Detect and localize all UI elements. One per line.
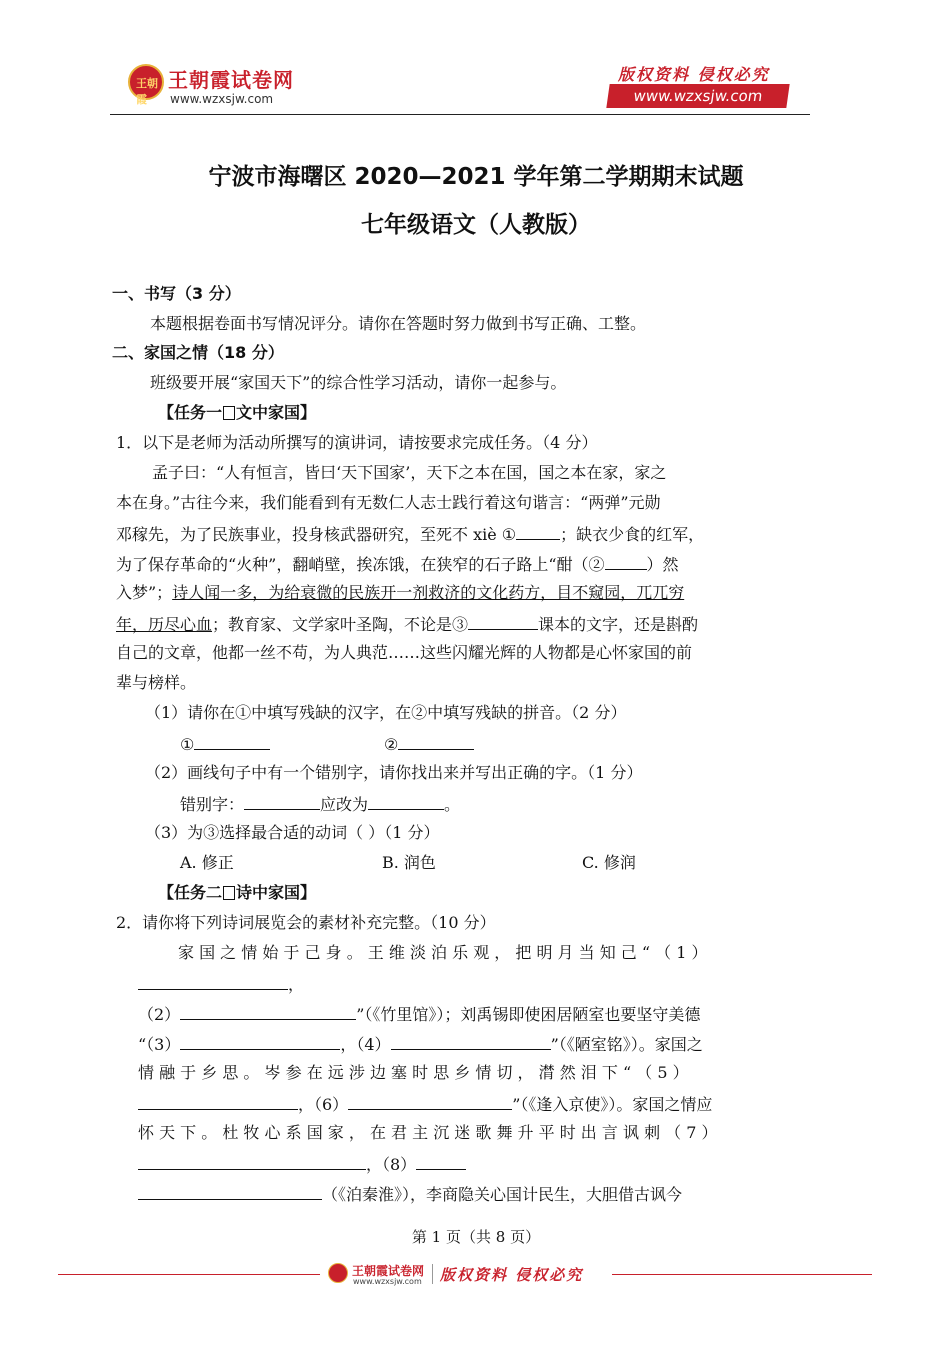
passage-line-1: 孟子曰：“人有恒言，皆曰‘天下国家’，天下之本在国，国之本在家，家之 bbox=[152, 463, 667, 482]
task1-heading: 【任务一 文中家国】 bbox=[158, 403, 317, 422]
poem-blank-8a[interactable] bbox=[416, 1153, 466, 1170]
poem-line-9: （《泊秦淮》），李商隐关心国计民生，大胆借古讽今 bbox=[138, 1183, 682, 1205]
answer-blank-3[interactable] bbox=[468, 613, 538, 630]
poem-line-5: 情 融 于 乡 思 。 岑 参 在 远 涉 边 塞 时 思 乡 情 切 ， 潸 然 泪 下 “ （ 5 ） bbox=[138, 1063, 689, 1082]
poem-blank-6[interactable] bbox=[348, 1093, 512, 1110]
sub-question-2: （2）画线句子中有一个错别字，请你找出来并写出正确的字。（1 分） bbox=[145, 763, 643, 782]
poem-line-1: 家 国 之 情 始 于 己 身 。 王 维 淡 泊 乐 观 ， 把 明 月 当 知 己 “ （ 1 ） bbox=[178, 943, 708, 962]
footer-rule-left bbox=[58, 1274, 320, 1275]
sec1-body: 本题根据卷面书写情况评分。请你在答题时努力做到书写正确、工整。 bbox=[150, 314, 647, 333]
answer-blank-2[interactable] bbox=[605, 553, 647, 570]
sub-question-3: （3）为③选择最合适的动词（ ）（1 分） bbox=[145, 823, 440, 842]
answer-blank-1[interactable] bbox=[516, 523, 560, 540]
option-a[interactable]: A. 修正 bbox=[180, 853, 234, 872]
sub-question-1: （1）请你在①中填写残缺的汉字，在②中填写残缺的拼音。（2 分） bbox=[145, 703, 627, 722]
poem-line-8: ，（8） bbox=[138, 1153, 466, 1175]
poem-blank-1[interactable] bbox=[138, 973, 288, 990]
poem-line-2: ， bbox=[138, 973, 304, 995]
header-divider bbox=[110, 114, 810, 115]
passage-line-4: 为了保存革命的“火种”，翻峭壁，挨冻饿，在狭窄的石子路上“酣（② ）然 bbox=[116, 555, 679, 574]
correction-blank[interactable] bbox=[368, 793, 444, 810]
sec2-intro: 班级要开展“家国天下”的综合性学习活动，请你一起参与。 bbox=[150, 373, 567, 392]
passage-line-8: 辈与榜样。 bbox=[116, 673, 197, 692]
poem-blank-2[interactable] bbox=[180, 1003, 356, 1020]
passage-line-2: 本在身。”古往今来，我们能看到有无数仁人志士践行着这句谐言：“两弹”元勋 bbox=[116, 493, 661, 512]
sub-answer-2: ② bbox=[384, 733, 474, 755]
poem-blank-4[interactable] bbox=[391, 1033, 551, 1050]
question-2: 2．请你将下列诗词展览会的素材补充完整。（10 分） bbox=[116, 913, 496, 932]
question-1: 1．以下是老师为活动所撰写的演讲词，请按要求完成任务。（4 分） bbox=[116, 433, 598, 452]
sec2-heading: 二、家国之情（18 分） bbox=[112, 343, 284, 362]
poem-line-7: 怀 天 下 。 杜 牧 心 系 国 家 ， 在 君 主 沉 迷 歌 舞 升 平 时 出 言 讽 刺 （ 7 ） bbox=[138, 1123, 718, 1142]
option-c[interactable]: C. 修润 bbox=[582, 853, 636, 872]
poem-blank-3[interactable] bbox=[180, 1033, 340, 1050]
sub-answer-1: ① bbox=[180, 733, 270, 755]
passage-line-6: 年，历尽心血；教育家、文学家叶圣陶，不论是③ 课本的文字，还是斟酌 bbox=[116, 615, 699, 634]
header-slogan: 版权资料 侵权必究 bbox=[618, 65, 770, 84]
footer-separator bbox=[432, 1264, 433, 1284]
passage-line-5: 入梦”；诗人闻一多，为给衰微的民族开一剂救济的文化药方，目不窥园，兀兀穷 bbox=[116, 583, 685, 602]
poem-blank-8b[interactable] bbox=[138, 1183, 322, 1200]
underlined-sentence: 诗人闻一多，为给衰微的民族开一剂救济的文化药方，目不窥园，兀兀穷 bbox=[172, 583, 685, 602]
logo-badge-icon bbox=[128, 64, 164, 106]
answer-line-1[interactable] bbox=[194, 733, 270, 750]
poem-line-3: （2） ”（《竹里馆》）；刘禹锡即使困居陋室也要坚守美德 bbox=[138, 1005, 701, 1024]
footer-url: www.wzxsjw.com bbox=[353, 1277, 422, 1286]
option-b[interactable]: B. 润色 bbox=[382, 853, 436, 872]
passage-line-3: 邓稼先，为了民族事业，投身核武器研究，至死不 xiè ① ；缺衣少食的红军， bbox=[116, 525, 705, 544]
passage-line-7: 自己的文章，他都一丝不苟，为人典范……这些闪耀光辉的人物都是心怀家国的前 bbox=[116, 643, 693, 662]
page-title: 宁波市海曙区 2020—2021 学年第二学期期末试题 bbox=[208, 164, 744, 190]
sub-answer-typo: 错别字： 应改为 。 bbox=[180, 795, 461, 814]
footer-logo-icon bbox=[328, 1263, 348, 1283]
logo-badge-text: 王朝霞 bbox=[136, 77, 158, 106]
poem-blank-7[interactable] bbox=[138, 1153, 366, 1170]
brand-url: www.wzxsjw.com bbox=[170, 92, 274, 106]
task2-heading: 【任务二 诗中家国】 bbox=[158, 883, 317, 902]
brand-name: 王朝霞试卷网 bbox=[168, 68, 294, 92]
footer-slogan: 版权资料 侵权必究 bbox=[440, 1266, 584, 1284]
typo-blank[interactable] bbox=[244, 793, 320, 810]
sec1-heading: 一、书写（3 分） bbox=[112, 284, 241, 303]
poem-line-6: ，（6） ”（《逢入京使》）。家国之情应 bbox=[138, 1093, 712, 1115]
footer-brand: 王朝霞试卷网 bbox=[352, 1264, 425, 1278]
footer-rule-right bbox=[612, 1274, 872, 1275]
page-subtitle: 七年级语文（人教版） bbox=[361, 212, 591, 238]
poem-line-4: “（3） ，（4） ”（《陋室铭》）。家国之 bbox=[138, 1035, 703, 1054]
page-number: 第 1 页（共 8 页） bbox=[411, 1228, 541, 1246]
poem-blank-5[interactable] bbox=[138, 1093, 298, 1110]
answer-line-2[interactable] bbox=[398, 733, 474, 750]
header-url-tag: www.wzxsjw.com bbox=[606, 84, 789, 108]
